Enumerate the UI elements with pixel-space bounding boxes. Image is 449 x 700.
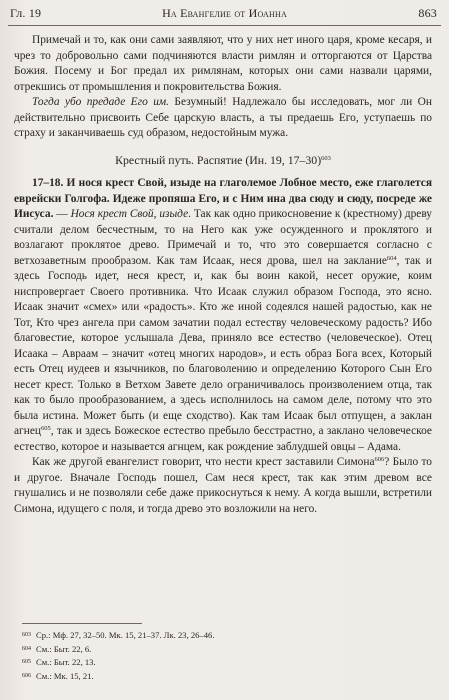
footnote: $^{604}$ См.: Быт. 22, 6. (22, 643, 92, 654)
commentary-part-2: , так и здесь Господь идет, неся крест, и, как бы воин какой, несет оружие, коим ниспровергает Своего противника. Что Исаак служил образом Господа, это ясно. Исаак значит «смех» или «радость». Кто же иной содеялся нашей радостью, как не Тот, Кто чрез ангела при самом зачатии подал естеству человеческому радость? Ибо благовестие, которое услышала Дева, приняло все естество (человеческое). Отец Исаака – Авраам – значит «отец многих народов», и есть образ Бога всех, Который есть Отец иудеев и язычников, по благоволению и определению Которого Сын Его несет крест. Только в Ветхом Завете дело ограничивалось произволением отца, так как то было прообразованием, а здесь исполнилось на самом деле, потому что это была истина. Может быть (и еще сходство). Как там Исаак был отпущен, а заклан агнец (14, 254, 432, 437)
main-text (14, 33, 432, 517)
footnote-ref-604: 604 (386, 254, 397, 262)
footnote: $^{603}$ Ср.: Мф. 27, 32–50. Мк. 15, 21–37. Лк. 23, 26–46. (22, 630, 215, 640)
running-header (10, 6, 439, 24)
verse-dash: — (53, 208, 71, 220)
footnote: $^{605}$ См.: Быт. 22, 13. (22, 657, 96, 667)
page-number: 863 (418, 6, 437, 20)
verse-lemma: Нося крест Свой, изыде (70, 208, 189, 220)
quote-italic: Тогда убо предаде Его им. (32, 96, 170, 108)
verse-ref: 17–18. (32, 177, 64, 189)
last-paragraph-b: ? Было то и другое. Вначале Господь пошел, Сам неся крест, так как этим древом все гнушались и не позволяли себе даже прикоснуться к нему. А когда вышли, встретили Симона, идущего с поля, и тогда древо это возложили на него. (14, 456, 432, 515)
running-title: На Евангелие от Иоанна (162, 6, 287, 20)
paragraph-last (14, 455, 432, 517)
verse-text: И нося крест Свой, изыде на глаголемое Лобное место, еже глаголется еврейски Голгофа. Идеже пропяша Его, и с Ним ина два сюду и сюду, посреде же Иисуса. (14, 177, 432, 220)
footnote-ref-605: 605 (40, 425, 51, 432)
paragraph-2-rest: Безумный! Надлежало бы исследовать, мог ли Он действительно присвоить Себе царскую власть, а ты предаешь Его, уступаешь по страху и заканчиваешь суд образом, недостойным мужа. (14, 96, 432, 139)
paragraph-2 (14, 95, 432, 142)
chapter-label: Гл. 19 (10, 6, 42, 20)
paragraph-1: Примечай и то, как они сами заявляют, что у них нет иного царя, кроме кесаря, и чрез то добровольно сами подчиняются власти римлян и отторгаются от Царства Божия. Посему и Бог предал их римлянам, которых они сами назвали царями, отрекшись от промышления и покровительства Божия. (14, 34, 432, 93)
commentary-part-3: , так и здесь Божеское естество пребыло бесстрастно, а заклано человеческое естество, которое и называется агнцем, как рождение заблудшей овцы – Адама. (14, 425, 432, 453)
footnote-rule (22, 623, 142, 624)
footnotes (22, 629, 429, 683)
section-title: Крестный путь. Распятие (Ин. 19, 17–30) (115, 152, 322, 167)
footnote: $^{606}$ См.: Мк. 15, 21. (22, 670, 94, 681)
commentary-part-1: . Так как одно прикосновение к (крестному) древу считали делом бесчестным, то на Него как уже осужденного и проклятого и возлагают проклятое древо. Примечай и то, что это совершается согласно с ветхозаветным прообразом. Как там Исаак, неся дрова, шел на заклание (14, 208, 433, 267)
last-paragraph-a: Как же другой евангелист говорит, что нести крест заставили Симона (32, 456, 375, 468)
footnote-ref-606: 606 (374, 456, 385, 463)
verse-paragraph (14, 176, 432, 455)
section-heading (14, 153, 432, 169)
header-rule (8, 25, 441, 26)
footnote-ref-603: 603 (321, 154, 331, 162)
